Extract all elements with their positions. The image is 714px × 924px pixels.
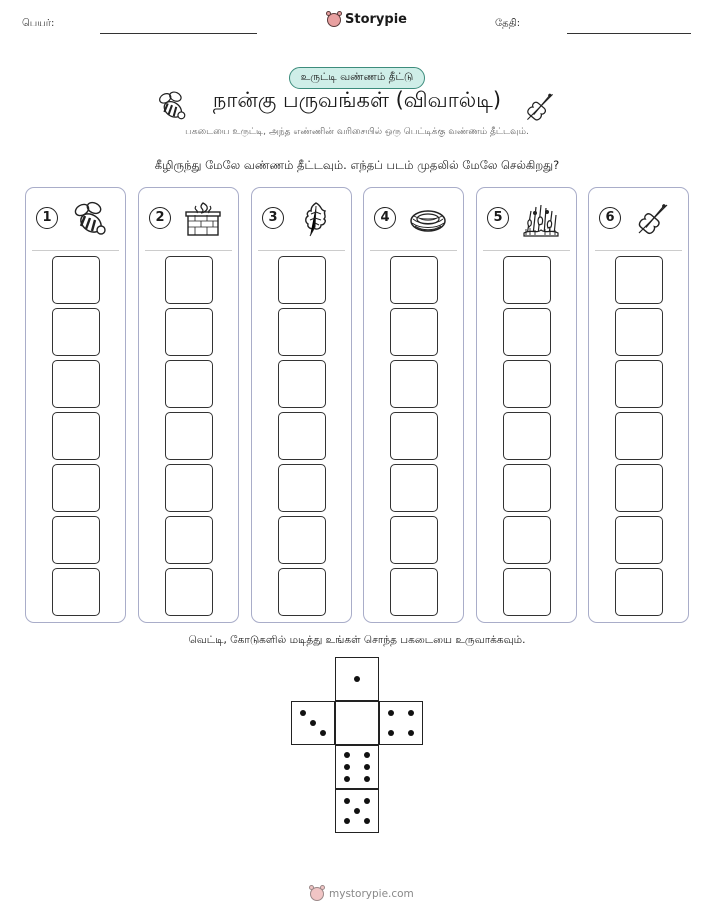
nest-icon — [408, 199, 448, 239]
name-label: பெயர்: — [22, 18, 55, 29]
die-pip — [344, 798, 350, 804]
die-pip — [388, 710, 394, 716]
column-divider — [32, 250, 119, 251]
color-box[interactable] — [503, 464, 551, 512]
column-6 — [588, 187, 689, 623]
color-box[interactable] — [278, 412, 326, 460]
color-box[interactable] — [52, 516, 100, 564]
column-number: 1 — [36, 207, 58, 229]
color-box[interactable] — [390, 412, 438, 460]
color-box[interactable] — [615, 256, 663, 304]
die-pip — [344, 752, 350, 758]
date-label: தேதி: — [495, 18, 521, 29]
color-box[interactable] — [390, 464, 438, 512]
die-pip — [344, 776, 350, 782]
color-box[interactable] — [390, 360, 438, 408]
color-box[interactable] — [52, 464, 100, 512]
color-box[interactable] — [390, 516, 438, 564]
color-box[interactable] — [52, 568, 100, 616]
die-face — [291, 701, 335, 745]
column-number: 4 — [374, 207, 396, 229]
violin-icon — [522, 89, 558, 125]
die-pip — [310, 720, 316, 726]
color-box[interactable] — [278, 308, 326, 356]
column-4 — [363, 187, 464, 623]
color-box[interactable] — [615, 464, 663, 512]
column-number: 2 — [149, 207, 171, 229]
color-box[interactable] — [615, 412, 663, 460]
leaf-icon — [296, 199, 336, 239]
subtitle: பகடையை உருட்டி, அந்த எண்ணின் வரிசையில் ஒரு பெட்டிக்கு வண்ணம் தீட்டவும். — [185, 127, 529, 137]
die-pip — [354, 808, 360, 814]
die-face — [335, 657, 379, 701]
bear-footer-icon — [310, 887, 324, 901]
column-header — [477, 196, 576, 242]
die-pip — [408, 730, 414, 736]
column-header — [139, 196, 238, 242]
column-divider — [370, 250, 457, 251]
color-box[interactable] — [165, 256, 213, 304]
color-box[interactable] — [165, 360, 213, 408]
color-box[interactable] — [52, 308, 100, 356]
color-box[interactable] — [503, 412, 551, 460]
color-box[interactable] — [390, 568, 438, 616]
column-header — [26, 196, 125, 242]
column-3 — [251, 187, 352, 623]
column-number: 5 — [487, 207, 509, 229]
color-box[interactable] — [165, 308, 213, 356]
color-box[interactable] — [278, 568, 326, 616]
die-pip — [408, 710, 414, 716]
die-face — [335, 789, 379, 833]
column-divider — [595, 250, 682, 251]
column-5 — [476, 187, 577, 623]
name-line — [100, 33, 257, 34]
column-number: 3 — [262, 207, 284, 229]
color-box[interactable] — [503, 308, 551, 356]
color-box[interactable] — [52, 412, 100, 460]
die-face — [379, 701, 423, 745]
question-text: கீழிருந்து மேலே வண்ணம் தீட்டவும். எந்தப் படம் முதலில் மேலே செல்கிறது? — [154, 158, 560, 172]
color-box[interactable] — [390, 308, 438, 356]
color-box[interactable] — [165, 412, 213, 460]
violin-icon — [633, 199, 673, 239]
die-pip — [364, 818, 370, 824]
brand-name: Storypie — [345, 12, 407, 27]
color-box[interactable] — [52, 360, 100, 408]
color-box[interactable] — [503, 360, 551, 408]
die-pip — [344, 764, 350, 770]
color-box[interactable] — [165, 464, 213, 512]
die-pip — [320, 730, 326, 736]
die-pip — [364, 776, 370, 782]
page-title: நான்கு பருவங்கள் (விவால்டி) — [212, 88, 502, 112]
bear-logo-icon — [327, 13, 341, 27]
color-box[interactable] — [615, 308, 663, 356]
column-divider — [145, 250, 232, 251]
color-box[interactable] — [165, 516, 213, 564]
column-2 — [138, 187, 239, 623]
die-face — [335, 701, 379, 745]
brand-logo — [327, 12, 407, 27]
die-pip — [364, 798, 370, 804]
orchestra-icon — [521, 199, 561, 239]
fireplace-icon — [183, 199, 223, 239]
die-pip — [344, 818, 350, 824]
die-face — [335, 745, 379, 789]
die-pip — [388, 730, 394, 736]
color-box[interactable] — [503, 256, 551, 304]
bee-icon — [70, 199, 110, 239]
footer-url: mystorypie.com — [329, 888, 414, 900]
column-divider — [258, 250, 345, 251]
color-box[interactable] — [503, 568, 551, 616]
activity-badge: உருட்டி வண்ணம் தீட்டு — [289, 67, 425, 89]
color-box[interactable] — [278, 464, 326, 512]
color-box[interactable] — [165, 568, 213, 616]
color-box[interactable] — [278, 516, 326, 564]
date-line — [567, 33, 691, 34]
footer — [310, 887, 414, 901]
color-box[interactable] — [615, 568, 663, 616]
color-box[interactable] — [52, 256, 100, 304]
die-pip — [300, 710, 306, 716]
die-pip — [364, 764, 370, 770]
die-pip — [354, 676, 360, 682]
color-box[interactable] — [278, 360, 326, 408]
column-number: 6 — [599, 207, 621, 229]
color-box[interactable] — [615, 360, 663, 408]
die-instruction: வெட்டி, கோடுகளில் மடித்து உங்கள் சொந்த பகடையை உருவாக்கவும். — [188, 634, 526, 646]
color-box[interactable] — [615, 516, 663, 564]
column-1 — [25, 187, 126, 623]
column-divider — [483, 250, 570, 251]
column-header — [364, 196, 463, 242]
color-box[interactable] — [390, 256, 438, 304]
color-box[interactable] — [278, 256, 326, 304]
color-box[interactable] — [503, 516, 551, 564]
die-pip — [364, 752, 370, 758]
column-header — [589, 196, 688, 242]
column-header — [252, 196, 351, 242]
